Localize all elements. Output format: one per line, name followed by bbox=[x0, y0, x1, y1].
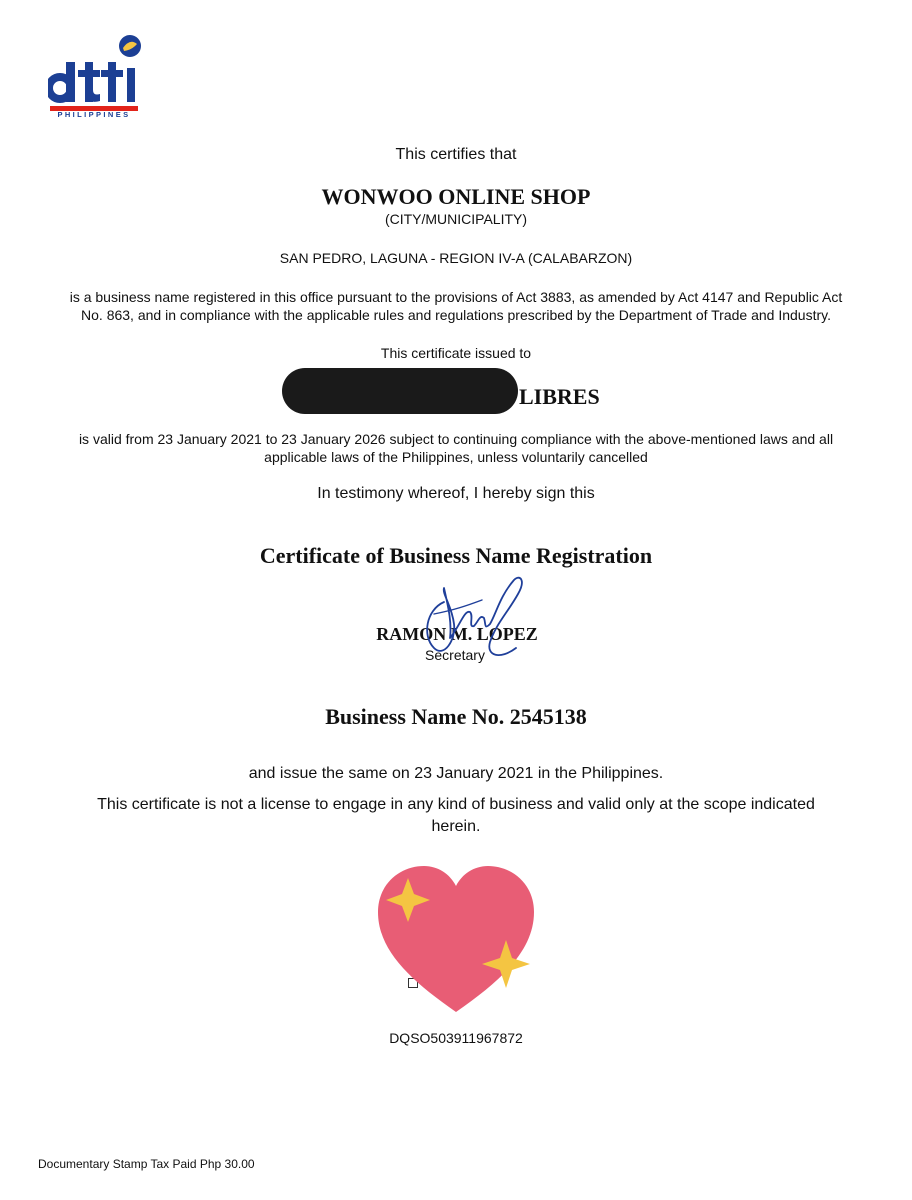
signer-title: Secretary bbox=[425, 647, 485, 663]
registration-body-text: is a business name registered in this office pursuant to the provisions of Act 3883, as amended by Act 4147 and Republic Act No. 863, and in compliance with the applicable rules and regulations prescribed by the Department of Trade and Industry. bbox=[69, 289, 843, 323]
business-name: WONWOO ONLINE SHOP bbox=[321, 184, 591, 209]
validity-text: is valid from 23 January 2021 to 23 January 2026 subject to continuing compliance with the above-mentioned laws and all applicable laws of the Philippines, unless voluntarily cancelled bbox=[78, 431, 834, 465]
testimony-text: In testimony whereof, I hereby sign this bbox=[317, 485, 595, 502]
certificate-title: Certificate of Business Name Registration bbox=[259, 543, 653, 568]
signature-icon bbox=[404, 566, 534, 670]
sparkling-heart-icon bbox=[370, 862, 542, 1020]
license-notice: This certificate is not a license to engage in any kind of business and valid only at the scope indicated herein. bbox=[97, 796, 815, 835]
business-name-number: Business Name No. 2545138 bbox=[325, 704, 587, 729]
business-scope: (CITY/MUNICIPALITY) bbox=[384, 211, 528, 227]
document-code: DQSO503911967872 bbox=[389, 1030, 523, 1046]
issue-date-text: and issue the same on 23 January 2021 in the Philippines. bbox=[248, 765, 664, 782]
issued-to-label: This certificate issued to bbox=[380, 345, 532, 361]
owner-surname: LIBRES bbox=[519, 384, 600, 409]
redaction-mark bbox=[282, 368, 518, 414]
logo-wordmark: PHILIPPINES bbox=[57, 110, 131, 119]
certifies-text: This certifies that bbox=[395, 146, 517, 163]
business-location: SAN PEDRO, LAGUNA - REGION IV-A (CALABARZON) bbox=[279, 250, 633, 266]
signer-name: RAMON M. LOPEZ bbox=[376, 624, 538, 644]
dti-logo-icon bbox=[48, 34, 148, 134]
stamp-tax-note: Documentary Stamp Tax Paid Php 30.00 bbox=[38, 1157, 255, 1171]
